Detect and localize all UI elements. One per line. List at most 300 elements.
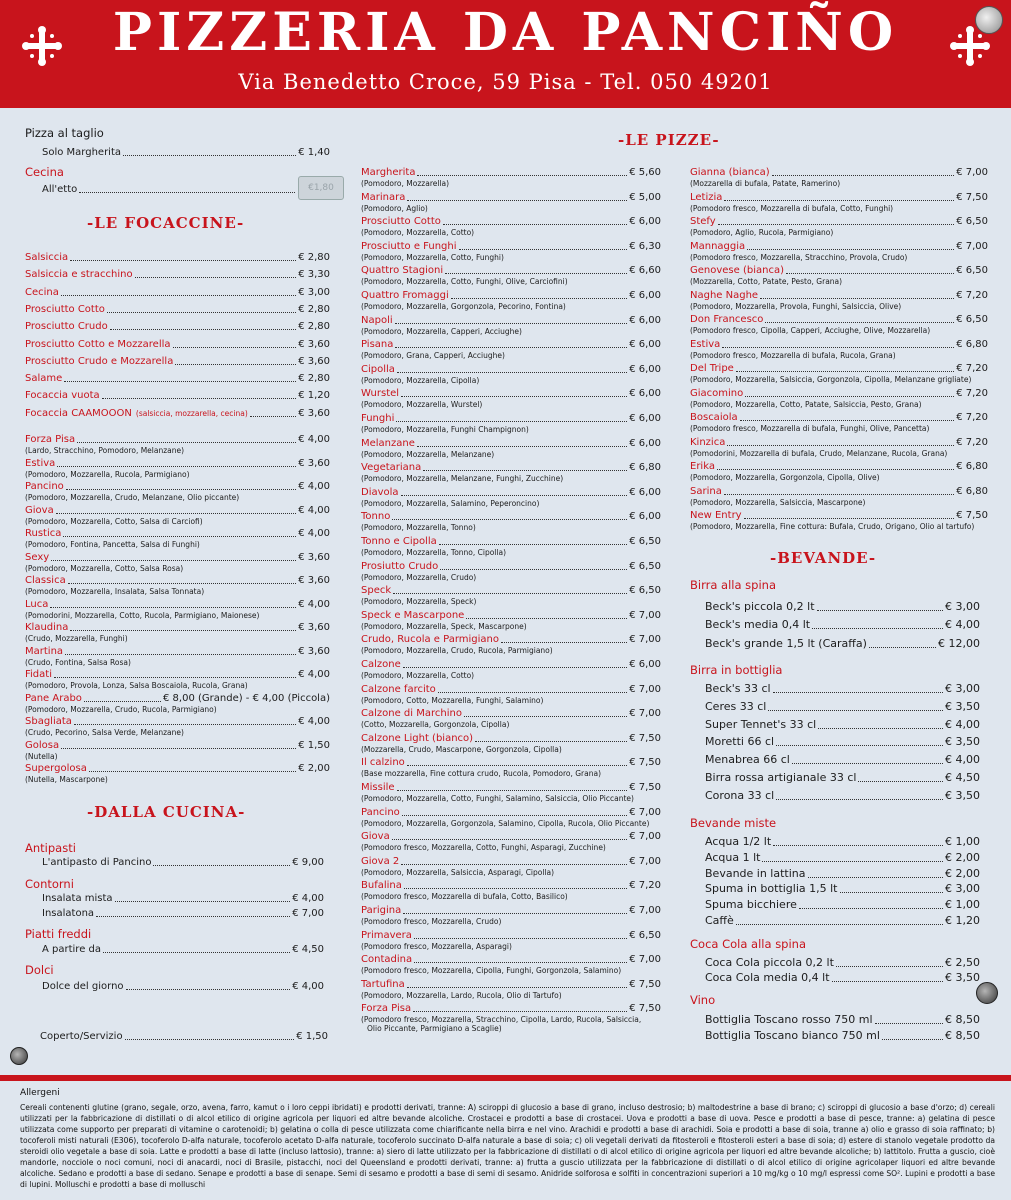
menu-item (705, 716, 980, 732)
menu-item (361, 903, 661, 917)
leader-dots (717, 469, 954, 470)
item-name: Tonno e Cipolla (361, 536, 437, 547)
item-name: Moretti 66 cl (705, 735, 775, 749)
focaccine-section-title: -LE FOCACCINE- (87, 214, 245, 232)
item-name: Focaccia vuota (25, 390, 100, 402)
item-name: Quattro Fromaggi (361, 290, 449, 301)
menu-item (690, 337, 988, 351)
leader-dots (392, 839, 627, 840)
menu-item (25, 503, 330, 517)
item-price: € 7,00 (629, 905, 661, 916)
item-price: € 6,30 (629, 240, 661, 252)
item-name: Kinzica (690, 436, 726, 448)
leader-dots (402, 815, 627, 816)
item-name: Estiva (25, 457, 56, 469)
item-name: Bevande in lattina (705, 866, 806, 880)
leader-dots (407, 987, 627, 988)
category-heading: Birra in bottiglia (690, 663, 783, 677)
menu-item (361, 805, 661, 819)
item-name: Forza Pisa (361, 1003, 412, 1015)
item-price: € 7,00 (956, 167, 988, 178)
menu-item (361, 239, 661, 253)
item-name: Caffè (705, 914, 734, 927)
item-price: € 2,00 (945, 866, 980, 880)
item-name: Giova 2 (361, 855, 400, 867)
item-name: Spuma bicchiere (705, 898, 797, 912)
leader-dots (68, 583, 296, 584)
item-name: Coperto/Servizio (40, 1031, 123, 1042)
item-ingredients: (Pomodoro, Mozzarella, Tonno) (361, 523, 476, 533)
item-name: Calzone (361, 659, 401, 670)
leader-dots (250, 416, 296, 417)
item-name: Prosciutto Crudo e Mozzarella (25, 355, 174, 367)
leader-dots (443, 224, 627, 225)
screw-icon (10, 1047, 28, 1065)
item-ingredients: (Pomodoro, Mozzarella, Cotto) (361, 228, 475, 238)
item-price: € 8,00 (Grande) - € 4,00 (Piccola) (163, 692, 330, 704)
item-price: € 4,50 (945, 771, 980, 784)
menu-item (25, 597, 330, 611)
address-phone: Via Benedetto Croce, 59 Pisa - Tel. 050 49201 (238, 70, 773, 94)
item-name: Tonno (361, 511, 391, 523)
item-name: Focaccia CAAMOOON (25, 407, 132, 419)
leader-dots (392, 519, 627, 520)
menu-item (361, 386, 661, 400)
item-ingredients: (Pomodoro, Mozzarella, Crudo, Rucola, Parmigiano) (25, 704, 217, 714)
screw-icon (976, 982, 998, 1004)
item-name: Super Tennet's 33 cl (705, 717, 817, 731)
leader-dots (77, 442, 296, 443)
item-price: € 1,00 (945, 835, 980, 848)
leader-dots (89, 771, 296, 772)
item-name: Prosciutto Cotto e Mozzarella (25, 338, 171, 350)
leader-dots (57, 466, 296, 467)
leader-dots (818, 728, 943, 729)
leader-dots (724, 200, 954, 201)
item-name: Beck's 33 cl (705, 682, 771, 695)
item-name: Calzone di Marchino (361, 708, 462, 720)
menu-item (25, 550, 330, 564)
menu-item (705, 635, 980, 651)
menu-item (705, 1027, 980, 1043)
item-ingredients: (Pomodoro, Mozzarella, Gorgonzola, Salamino, Cipolla, Rucola, Olio Piccante) (361, 818, 650, 828)
menu-item (705, 769, 980, 785)
item-price: € 4,00 (298, 528, 330, 539)
item-ingredients: (Pomodoro fresco, Mozzarella, Cipolla, Funghi, Gorgonzola, Salamino) (361, 966, 622, 976)
item-price: € 12,00 (938, 636, 980, 650)
menu-item (705, 751, 980, 767)
item-price: € 6,00 (629, 216, 661, 228)
menu-item (25, 319, 330, 333)
menu-item (361, 731, 661, 745)
leader-dots (792, 763, 943, 764)
leader-dots (417, 446, 627, 447)
menu-item (25, 667, 330, 681)
leader-dots (123, 155, 296, 156)
leader-dots (56, 513, 296, 514)
item-price: € 7,00 (629, 855, 661, 867)
item-name: Diavola (361, 486, 399, 498)
menu-item (690, 410, 988, 424)
menu-item (361, 509, 661, 523)
item-name: Il calzino (361, 757, 405, 769)
item-ingredients: (Pomodoro, Fontina, Pancetta, Salsa di Funghi) (25, 540, 200, 549)
item-price: € 6,00 (629, 363, 661, 375)
item-ingredients: (Pomodoro, Mozzarella, Insalata, Salsa Tonnata) (25, 587, 205, 596)
item-name: Quattro Stagioni (361, 265, 444, 277)
item-price: € 8,50 (945, 1013, 980, 1026)
item-ingredients: (Pomodoro fresco, Mozzarella, Asparagi) (361, 941, 512, 951)
menu-item (690, 190, 988, 204)
menu-item (690, 484, 988, 498)
leader-dots (175, 364, 296, 365)
item-name: Missile (361, 782, 395, 793)
item-price: € 7,00 (629, 806, 661, 818)
leader-dots (79, 192, 295, 193)
item-ingredients: (Pomodoro fresco, Cipolla, Capperi, Acciughe, Olive, Mozzarella) (690, 326, 931, 335)
menu-item (690, 214, 988, 228)
menu-item (705, 787, 980, 803)
item-price: € 6,80 (629, 462, 661, 474)
menu-item (690, 361, 988, 375)
item-name: Acqua 1 lt (705, 850, 761, 864)
item-ingredients: (Pomodoro, Mozzarella, Salsiccia, Mascarpone) (690, 497, 866, 507)
item-name: Stefy (690, 216, 716, 227)
price-sticker: €1,80 (298, 176, 344, 200)
item-ingredients: (Pomodoro, Mozzarella, Crudo) (361, 572, 477, 582)
item-name: New Entry (690, 510, 742, 521)
item-name: Beck's piccola 0,2 lt (705, 600, 815, 613)
item-name: Bottiglia Toscano bianco 750 ml (705, 1029, 880, 1042)
menu-item (361, 411, 661, 425)
item-name: Wurstel (361, 388, 400, 400)
menu-item (361, 755, 661, 769)
item-price: € 3,50 (945, 735, 980, 749)
item-price: € 4,50 (292, 944, 324, 955)
menu-item (25, 691, 330, 705)
item-price: € 7,20 (956, 363, 988, 374)
item-price: € 7,50 (956, 510, 988, 521)
item-ingredients: (Pomodoro fresco, Mozzarella di bufala, Cotto, Basilico) (361, 892, 568, 902)
item-name: Letizia (690, 191, 723, 203)
menu-item (361, 1001, 661, 1015)
item-price: € 6,50 (956, 216, 988, 227)
item-ingredients: (Pomodoro, Mozzarella, Cotto) (361, 671, 475, 680)
item-name: Salsiccia e stracchino (25, 269, 133, 281)
item-name: Cecina (25, 286, 59, 298)
leader-dots (745, 396, 954, 397)
item-name: Calzone farcito (361, 683, 436, 695)
item-price: € 4,00 (945, 717, 980, 731)
leader-dots (501, 642, 627, 643)
item-name: Prosciutto Cotto (25, 303, 105, 315)
item-price: € 6,00 (629, 314, 661, 326)
item-price: € 4,00 (298, 669, 330, 680)
menu-item (361, 977, 661, 991)
menu-item (705, 733, 980, 749)
item-name: All'etto (42, 184, 78, 195)
item-ingredients: (Pomodoro, Mozzarella, Crudo, Rucola, Parmigiano) (361, 646, 553, 656)
item-ingredients: (Pomodoro, Mozzarella, Cotto, Funghi) (361, 252, 504, 262)
item-price: € 7,50 (629, 1003, 661, 1015)
leader-dots (96, 916, 290, 917)
item-price: € 7,00 (629, 609, 661, 621)
leader-dots (776, 745, 943, 746)
item-name: Mannaggia (690, 240, 746, 252)
menu-item (25, 479, 330, 493)
item-name: Estiva (690, 338, 721, 350)
leader-dots (414, 962, 627, 963)
leader-dots (393, 593, 627, 594)
item-price: € 6,00 (629, 511, 661, 523)
item-name: Corona 33 cl (705, 788, 775, 802)
leader-dots (401, 495, 628, 496)
item-price: € 4,00 (298, 716, 330, 727)
menu-item (25, 388, 330, 402)
menu-item (361, 190, 661, 204)
item-name: Sarina (690, 485, 722, 497)
item-name: Martina (25, 645, 64, 657)
item-price: € 1,40 (298, 147, 330, 158)
item-ingredients: (Pomodoro, Mozzarella, Speck) (361, 597, 477, 607)
item-name: Coca Cola piccola 0,2 lt (705, 956, 834, 969)
leader-dots (61, 295, 296, 296)
item-ingredients: (Pomodoro, Mozzarella, Lardo, Rucola, Olio di Tartufo) (361, 990, 562, 1000)
leader-dots (840, 892, 944, 893)
item-price: € 7,00 (629, 634, 661, 646)
leader-dots (786, 273, 954, 274)
allergens-notice (20, 1088, 995, 1190)
item-price: € 2,80 (298, 252, 330, 263)
leader-dots (423, 470, 627, 471)
menu-item (25, 526, 330, 540)
leader-dots (445, 273, 627, 274)
divider (0, 1075, 1011, 1081)
category-heading: Vino (690, 993, 716, 1007)
item-name: Crudo, Rucola e Parmigiano (361, 634, 499, 646)
menu-item (361, 952, 661, 966)
menu-item (361, 288, 661, 302)
item-ingredients: (Pomodoro, Mozzarella) (361, 179, 450, 188)
leader-dots (799, 908, 943, 909)
item-name: Sbagliata (25, 716, 72, 727)
menu-item (42, 182, 297, 196)
item-name: Rustica (25, 528, 62, 539)
item-price: € 7,00 (629, 954, 661, 966)
leader-dots (401, 396, 627, 397)
menu-item (361, 608, 661, 622)
item-name: Prosciutto Crudo (25, 321, 108, 333)
menu-item (705, 616, 980, 632)
menu-item (25, 285, 330, 299)
item-name: Insalata mista (42, 893, 113, 904)
menu-item (361, 214, 661, 228)
item-price: € 6,80 (956, 338, 988, 350)
leader-dots (724, 494, 954, 495)
menu-item (690, 508, 988, 522)
item-ingredients: (Mozzarella di bufala, Patate, Ramerino) (690, 179, 841, 188)
item-price: € 7,00 (629, 683, 661, 695)
item-name: Giacomino (690, 387, 744, 399)
category-heading: Antipasti (25, 841, 76, 855)
leader-dots (115, 901, 291, 902)
item-price: € 3,60 (298, 622, 330, 633)
item-ingredients: (Pomodoro, Mozzarella, Funghi Champignon) (361, 425, 529, 434)
item-ingredients: (Lardo, Stracchino, Pomodoro, Melanzane) (25, 446, 185, 455)
item-price: € 4,00 (945, 753, 980, 767)
menu-item (361, 657, 661, 671)
item-ingredients: (Pomodoro, Mozzarella, Cotto, Funghi, Salamino, Salsiccia, Olio Piccante) (361, 794, 634, 803)
item-price: € 1,00 (945, 898, 980, 912)
menu-item (25, 573, 330, 587)
item-price: € 3,50 (945, 788, 980, 802)
menu-item (361, 313, 661, 327)
item-ingredients: (Pomodoro fresco, Mozzarella di bufala, Funghi, Olive, Pancetta) (690, 424, 930, 433)
menu-item (361, 878, 661, 892)
item-name: Parigina (361, 905, 402, 916)
item-name: Don Francesco (690, 314, 764, 325)
item-price: € 4,00 (298, 598, 330, 610)
item-name: Prosciutto e Funghi (361, 240, 457, 252)
category-heading: Piatti freddi (25, 927, 92, 941)
item-name: Salame (25, 373, 63, 385)
menu-item (25, 644, 330, 658)
item-ingredients: (Pomodoro, Mozzarella, Capperi, Acciughe) (361, 326, 522, 336)
leader-dots (768, 710, 943, 711)
menu-item (361, 706, 661, 720)
item-price: € 1,50 (298, 739, 330, 751)
leader-dots (51, 560, 296, 561)
leader-dots (84, 701, 161, 702)
item-ingredients: (Pomodoro, Mozzarella, Gorgonzola, Cipolla, Olive) (690, 473, 880, 482)
leader-dots (832, 981, 943, 982)
item-name: Napoli (361, 314, 393, 326)
menu-item (361, 534, 661, 548)
menu-item (361, 854, 661, 868)
item-ingredients: (Crudo, Mozzarella, Funghi) (25, 634, 128, 643)
item-name: L'antipasto di Pancino (42, 857, 152, 868)
menu-item (361, 362, 661, 376)
item-price: € 6,80 (956, 461, 988, 472)
item-price: € 4,00 (298, 481, 330, 492)
item-price: € 9,00 (292, 857, 324, 868)
item-ingredients: (Pomodoro fresco, Mozzarella di bufala, Cotto, Funghi) (690, 203, 894, 213)
item-price: € 3,00 (945, 682, 980, 695)
bevande-section-title: -BEVANDE- (770, 549, 877, 567)
item-ingredients: (Cotto, Mozzarella, Gorgonzola, Cipolla) (361, 720, 510, 730)
item-name: Classica (25, 575, 66, 586)
item-ingredients: (Pomodoro fresco, Mozzarella, Stracchino, Cipolla, Lardo, Rucola, Salsiccia, (361, 1015, 642, 1025)
item-name: Del Tripe (690, 363, 734, 374)
cucina-section-title: -DALLA CUCINA- (87, 803, 246, 821)
menu-item (42, 942, 324, 956)
menu-item (705, 865, 980, 881)
leader-dots (153, 865, 290, 866)
item-name: Vegetariana (361, 462, 422, 474)
menu-item (25, 354, 330, 368)
leader-dots (776, 799, 943, 800)
item-price: € 3,60 (298, 551, 330, 563)
item-name: Margherita (361, 167, 416, 178)
item-price: € 1,20 (298, 390, 330, 402)
item-price: € 7,50 (629, 978, 661, 990)
leader-dots (718, 224, 955, 225)
category-heading: Birra alla spina (690, 578, 777, 592)
item-price: € 2,00 (298, 763, 330, 774)
item-price: € 8,50 (945, 1029, 980, 1042)
leader-dots (765, 322, 954, 323)
leader-dots (65, 654, 296, 655)
item-name: Giova (25, 504, 54, 516)
menu-item (361, 632, 661, 646)
item-price: € 7,00 (956, 240, 988, 252)
leader-dots (736, 371, 954, 372)
item-price: € 7,00 (629, 831, 661, 843)
item-ingredients: (Pomodoro, Mozzarella, Cotto, Funghi, Olive, Carciofini) (361, 277, 568, 287)
item-price: € 4,00 (298, 504, 330, 516)
category-heading: Pizza al taglio (25, 126, 104, 140)
item-price: € 6,00 (629, 413, 661, 424)
leader-dots (110, 329, 296, 330)
item-ingredients: (Pomodoro, Mozzarella, Tonno, Cipolla) (361, 548, 507, 557)
item-ingredients: (Nutella, Mascarpone) (25, 775, 108, 784)
menu-item (25, 250, 330, 264)
item-ingredients: (Nutella) (25, 751, 58, 761)
leader-dots (858, 781, 943, 782)
item-price: € 3,60 (298, 457, 330, 469)
leader-dots (464, 716, 627, 717)
item-price: € 3,30 (298, 269, 330, 281)
item-ingredients: (Pomodoro, Provola, Lonza, Salsa Boscaiola, Rucola, Grana) (25, 681, 248, 690)
item-price: € 3,60 (298, 407, 330, 419)
item-price: € 7,50 (629, 782, 661, 793)
item-name: Klaudina (25, 622, 69, 633)
item-name: Marinara (361, 191, 406, 203)
menu-item (42, 906, 324, 920)
leader-dots (869, 647, 936, 648)
menu-item (25, 761, 330, 775)
item-name: Boscaiola (690, 412, 738, 423)
item-name: Birra rossa artigianale 33 cl (705, 771, 857, 784)
menu-item (690, 288, 988, 302)
leader-dots (762, 861, 943, 862)
item-ingredients: (Pomodoro fresco, Mozzarella, Cotto, Funghi, Asparagi, Zucchine) (361, 843, 606, 853)
menu-item (705, 698, 980, 714)
item-ingredients: (Pomodoro, Mozzarella, Melanzane) (361, 449, 495, 459)
item-name: Luca (25, 598, 49, 610)
item-price: € 7,50 (629, 757, 661, 769)
item-ingredients: (salsiccia, mozzarella, cecina) (135, 408, 248, 418)
item-price: € 1,50 (296, 1031, 328, 1042)
item-name: Prosciutto Cotto (361, 216, 441, 228)
leader-dots (475, 741, 627, 742)
item-name: Genovese (bianca) (690, 265, 784, 276)
item-price: € 6,50 (629, 536, 661, 547)
item-price: € 6,00 (629, 290, 661, 301)
item-name: Insalatona (42, 908, 95, 919)
item-name: Giova (361, 831, 390, 843)
item-ingredients: (Pomodoro, Mozzarella, Salamino, Peperoncino) (361, 498, 540, 508)
leader-dots (466, 618, 627, 619)
leader-dots (414, 938, 627, 939)
category-heading: Dolci (25, 963, 54, 977)
item-price: € 7,20 (956, 412, 988, 423)
item-name: Speck (361, 585, 392, 597)
leader-dots (403, 913, 627, 914)
menu-item (40, 1029, 328, 1043)
menu-item (25, 620, 330, 634)
item-price: € 6,50 (956, 314, 988, 325)
